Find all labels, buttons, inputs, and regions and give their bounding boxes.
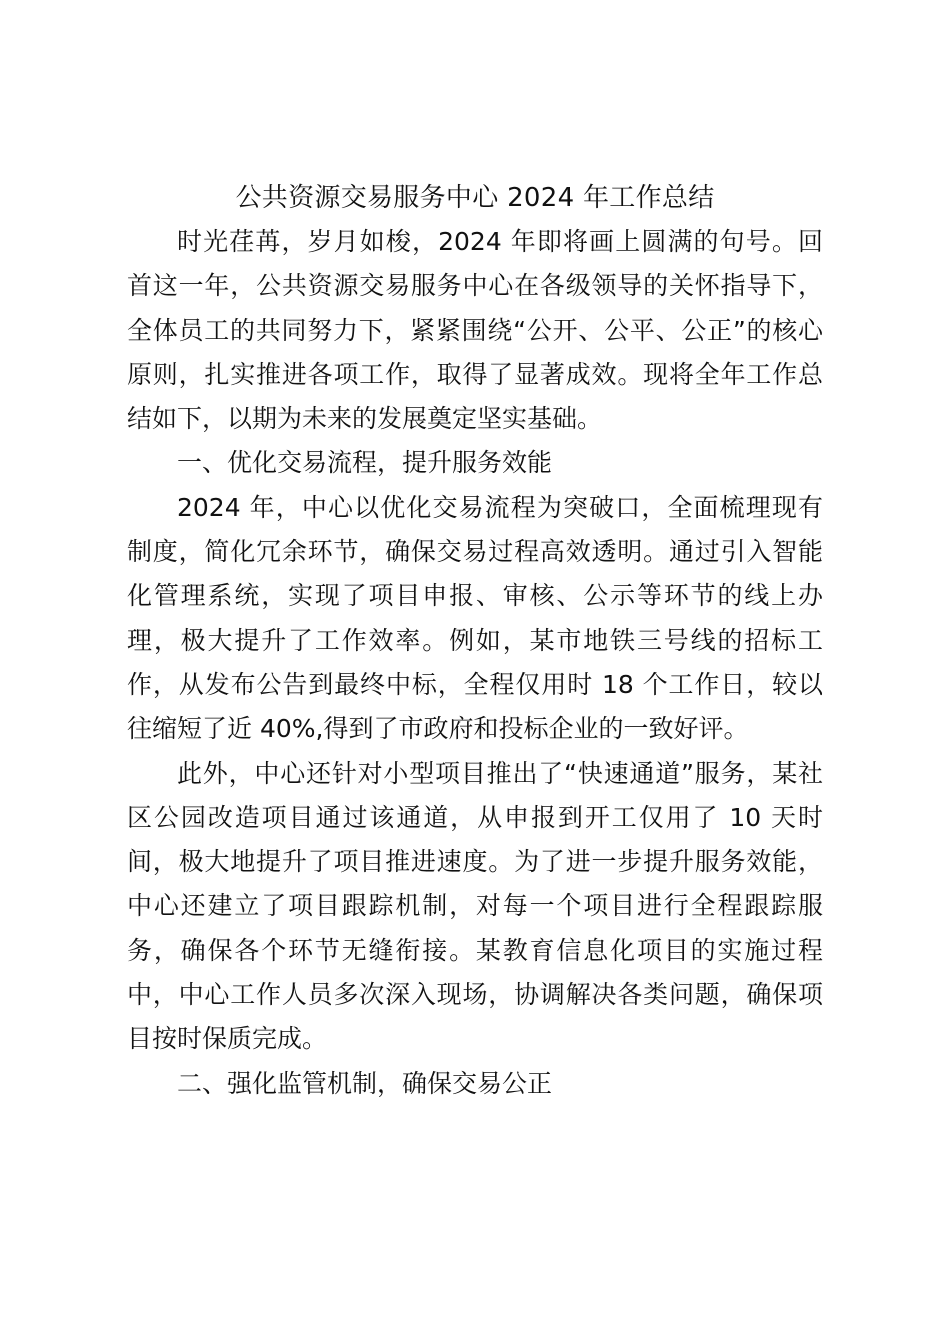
section-heading-2: 二、强化监管机制，确保交易公正 [177, 1068, 553, 1098]
document-body [127, 176, 823, 1106]
document-title: 公共资源交易服务中心 2024 年工作总结 [235, 183, 715, 213]
section-1-paragraph-1: 2024 年，中心以优化交易流程为突破口，全面梳理现有制度，简化冗余环节，确保交易过程高效透明。通过引入智能化管理系统，实现了项目申报、审核、公示等环节的线上办理，极大提升了工作效率。例如，某市地铁三号线的招标工作，从发布公告到最终中标，全程仅用时 18 个工作日，较以往缩短了近 40%,得到了市政府和投标企业的一致好评。 [127, 492, 823, 744]
intro-paragraph: 时光荏苒，岁月如梭，2024 年即将画上圆满的句号。回首这一年，公共资源交易服务中心在各级领导的关怀指导下，全体员工的共同努力下，紧紧围绕“公开、公平、公正”的核心原则，扎实推进各项工作，取得了显著成效。现将全年工作总结如下，以期为未来的发展奠定坚实基础。 [127, 227, 823, 434]
section-1-paragraph-2: 此外，中心还针对小型项目推出了“快速通道”服务，某社区公园改造项目通过该通道，从申报到开工仅用了 10 天时间，极大地提升了项目推进速度。为了进一步提升服务效能，中心还建立了项目跟踪机制，对每一个项目进行全程跟踪服务，确保各个环节无缝衔接。某教育信息化项目的实施过程中，中心工作人员多次深入现场，协调解决各类问题，确保项目按时保质完成。 [127, 758, 823, 1054]
section-heading-1: 一、优化交易流程，提升服务效能 [177, 448, 553, 478]
